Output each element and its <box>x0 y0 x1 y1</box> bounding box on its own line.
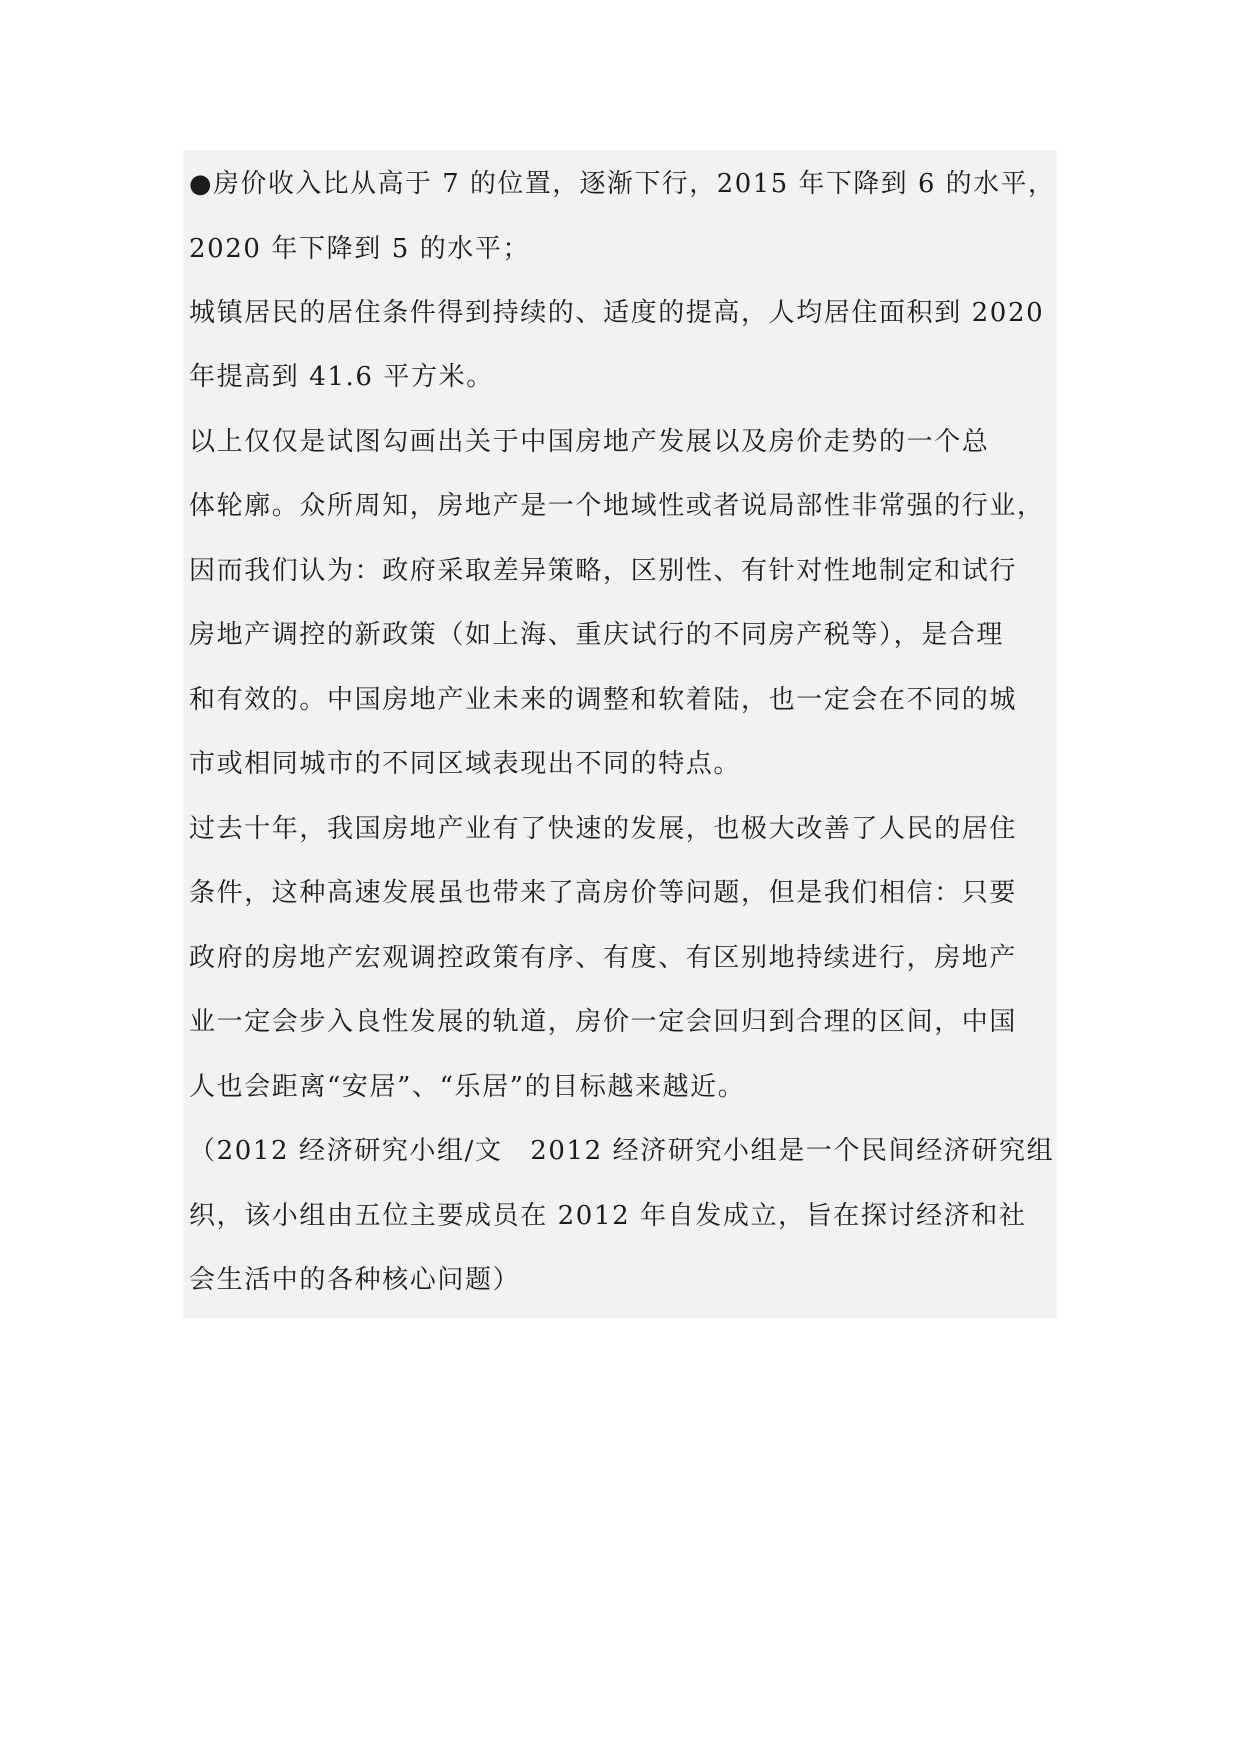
text-line: 织，该小组由五位主要成员在 2012 年自发成立，旨在探讨经济和社 <box>189 1201 1027 1231</box>
text-line: ●房价收入比从高于 7 的位置，逐渐下行，2015 年下降到 6 的水平， <box>189 169 1056 199</box>
text-line: 年提高到 41.6 平方米。 <box>189 362 494 392</box>
text-line: 房地产调控的新政策（如上海、重庆试行的不同房产税等），是合理 <box>189 620 1005 650</box>
text-line: 会生活中的各种核心问题） <box>189 1265 521 1295</box>
text-line: 人也会距离“安居”、“乐居”的目标越来越近。 <box>189 1072 746 1102</box>
text-line: 市或相同城市的不同区域表现出不同的特点。 <box>189 749 742 779</box>
text-line: 以上仅仅是试图勾画出关于中国房地产发展以及房价走势的一个总 <box>189 427 990 457</box>
text-line: 和有效的。中国房地产业未来的调整和软着陆，也一定会在不同的城 <box>189 685 1018 715</box>
text-line: 城镇居民的居住条件得到持续的、适度的提高，人均居住面积到 2020 <box>189 298 1045 328</box>
text-line: 政府的房地产宏观调控政策有序、有度、有区别地持续进行，房地产 <box>189 943 1018 973</box>
text-line: 条件，这种高速发展虽也带来了高房价等问题，但是我们相信：只要 <box>189 878 1018 908</box>
text-line: 体轮廓。众所周知，房地产是一个地域性或者说局部性非常强的行业， <box>189 491 1045 521</box>
text-line: 因而我们认为：政府采取差异策略，区别性、有针对性地制定和试行 <box>189 556 1018 586</box>
text-line: 业一定会步入良性发展的轨道，房价一定会回归到合理的区间，中国 <box>189 1007 1018 1037</box>
text-line: 过去十年，我国房地产业有了快速的发展，也极大改善了人民的居住 <box>189 814 1018 844</box>
article-text-block <box>183 150 1057 1318</box>
text-line: （2012 经济研究小组/文 2012 经济研究小组是一个民间经济研究组 <box>189 1136 1055 1166</box>
text-line: 2020 年下降到 5 的水平； <box>189 234 531 264</box>
